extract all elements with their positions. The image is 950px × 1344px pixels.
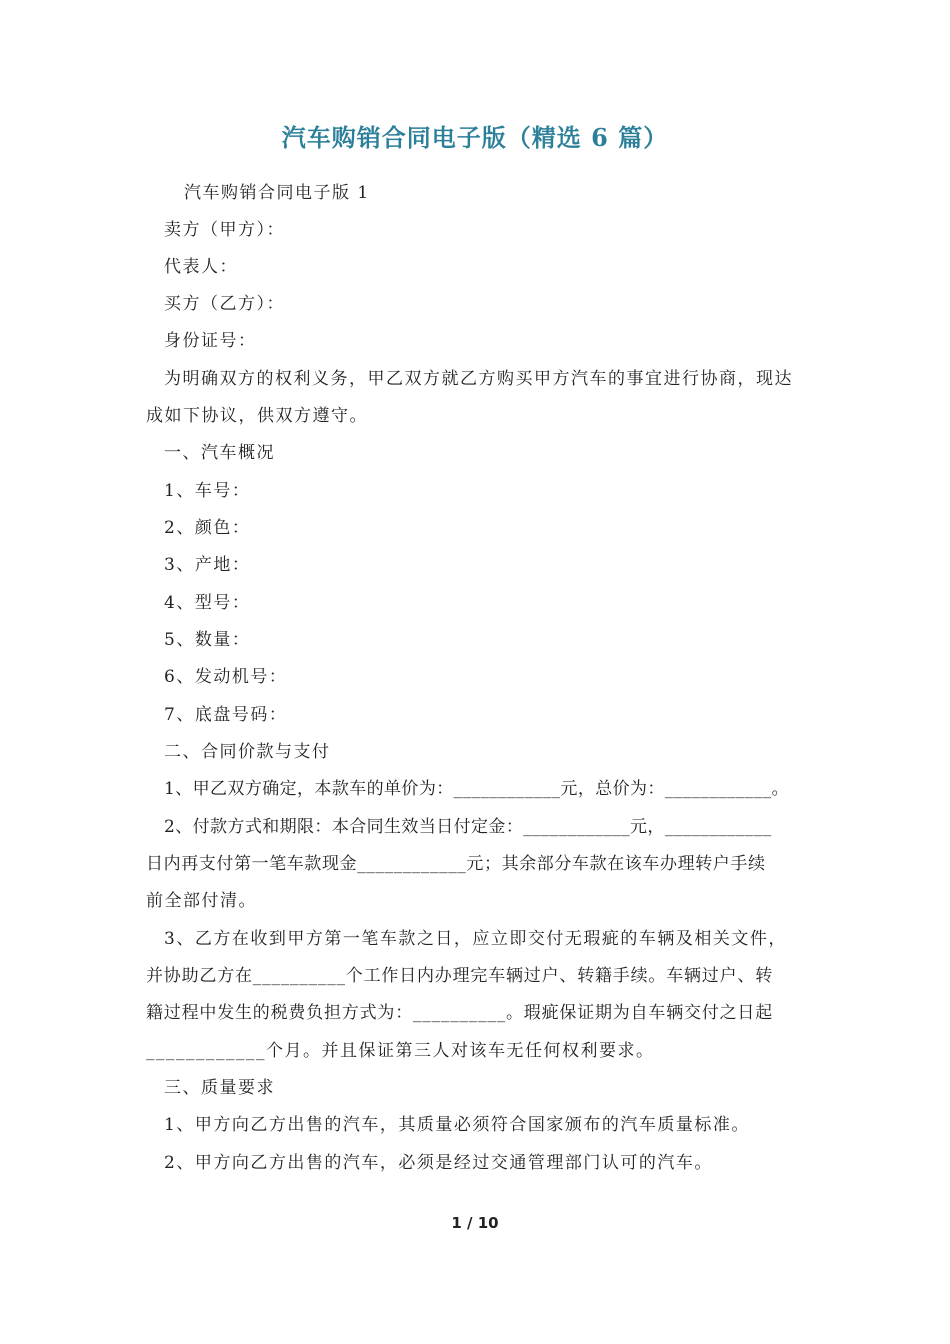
section-heading: 三、质量要求 [164, 1078, 275, 1098]
text-line: ____________个月。并且保证第三人对该车无任何权利要求。 [146, 1041, 655, 1061]
text-line: 为明确双方的权利义务，甲乙双方就乙方购买甲方汽车的事宜进行协商，现达 [164, 369, 793, 389]
document-title: 汽车购销合同电子版（精选 6 篇） [281, 123, 669, 152]
text-line: 2、付款方式和期限：本合同生效当日付定金：____________元，____________ [164, 817, 772, 837]
text-line: 1、车号： [164, 481, 251, 501]
text-line: 3、产地： [164, 555, 251, 575]
text-line: 成如下协议，供双方遵守。 [146, 406, 368, 426]
text-line: 并协助乙方在__________个工作日内办理完车辆过户、转籍手续。车辆过户、转 [146, 966, 773, 986]
text-line: 1、甲乙双方确定，本款车的单价为：____________元，总价为：____________。 [164, 779, 790, 799]
text-line: 籍过程中发生的税费负担方式为：__________。瑕疵保证期为自车辆交付之日起 [146, 1003, 773, 1023]
text-line: 3、乙方在收到甲方第一笔车款之日，应立即交付无瑕疵的车辆及相关文件， [164, 929, 787, 949]
text-line: 6、发动机号： [164, 667, 288, 687]
page-number: 1 / 10 [451, 1214, 499, 1232]
section-heading: 汽车购销合同电子版 1 [184, 183, 370, 203]
text-line: 前全部付清。 [146, 891, 257, 911]
text-line: 卖方（甲方）： [164, 220, 285, 240]
text-line: 身份证号： [164, 331, 257, 351]
text-line: 买方（乙方）： [164, 294, 285, 314]
text-line: 2、甲方向乙方出售的汽车，必须是经过交通管理部门认可的汽车。 [164, 1153, 713, 1173]
text-line: 1、甲方向乙方出售的汽车，其质量必须符合国家颁布的汽车质量标准。 [164, 1115, 750, 1135]
section-heading: 二、合同价款与支付 [164, 742, 331, 762]
text-line: 5、数量： [164, 630, 251, 650]
text-line: 2、颜色： [164, 518, 251, 538]
text-line: 代表人： [164, 257, 238, 277]
text-line: 4、型号： [164, 593, 251, 613]
text-line: 日内再支付第一笔车款现金____________元；其余部分车款在该车办理转户手续 [146, 854, 766, 874]
text-line: 7、底盘号码： [164, 705, 288, 725]
section-heading: 一、汽车概况 [164, 443, 275, 463]
